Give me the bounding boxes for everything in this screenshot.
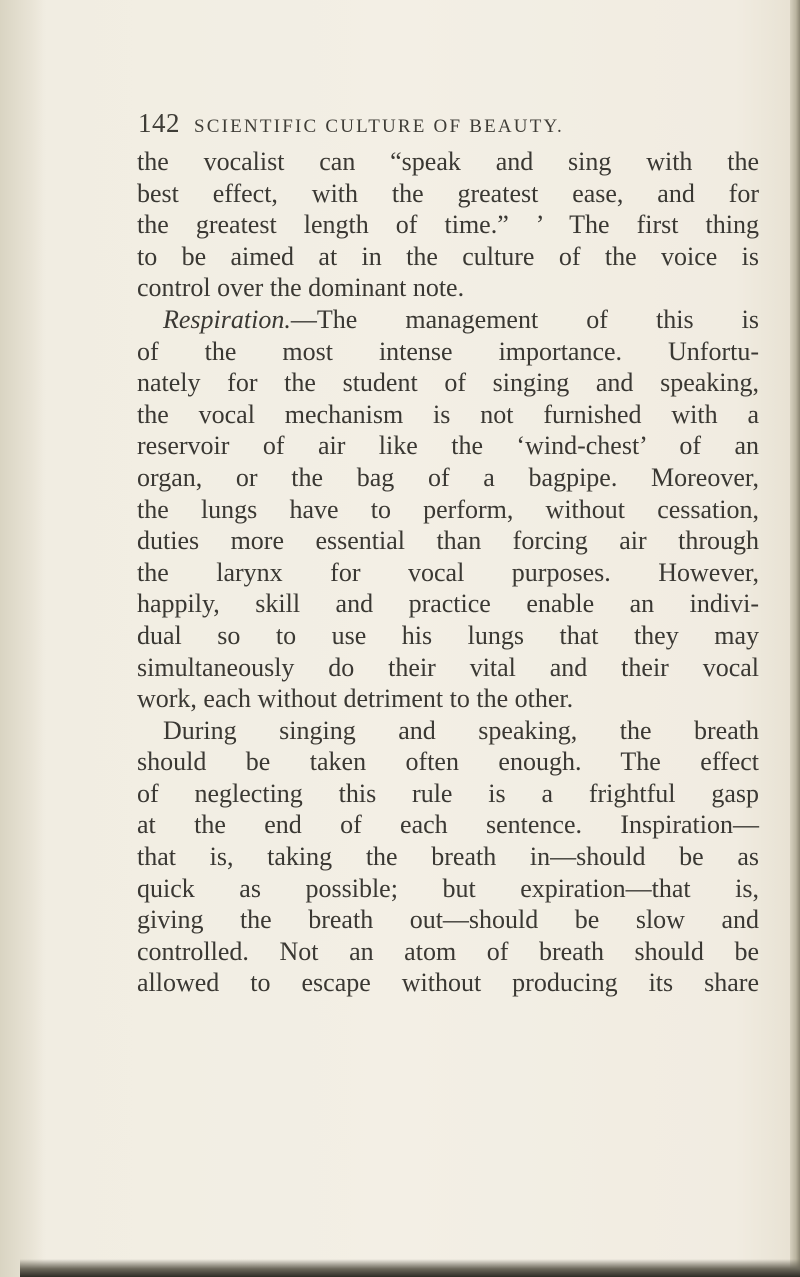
- text-line: quick as possible; but expiration—that is,: [137, 873, 759, 903]
- text-line: of neglecting this rule is a frightful gasp: [137, 778, 759, 808]
- text-line: nately for the student of singing and speaking,: [137, 368, 759, 398]
- text-line: organ, or the bag of a bagpipe. Moreover,: [137, 462, 759, 492]
- text-line: simultaneously do their vital and their vocal: [137, 652, 759, 682]
- text-line: happily, skill and practice enable an indivi-: [137, 589, 759, 619]
- text-line: best effect, with the greatest ease, and for: [137, 178, 759, 208]
- page-gutter-shadow: [0, 0, 44, 1277]
- text-line: allowed to escape without producing its share: [137, 968, 759, 998]
- page-number: 142: [138, 108, 180, 138]
- page-right-edge: [790, 0, 800, 1277]
- text-line: should be taken often enough. The effect: [137, 747, 759, 777]
- section-heading: Respiration.: [163, 304, 291, 334]
- text-line: During singing and speaking, the breath: [163, 715, 759, 745]
- text-line-continuation: —The management of this is: [290, 304, 759, 334]
- page-header: [138, 108, 564, 139]
- text-line: the larynx for vocal purposes. However,: [137, 557, 759, 587]
- text-line: at the end of each sentence. Inspiration—: [137, 810, 759, 840]
- text-line: of the most intense importance. Unfortu-: [137, 336, 759, 366]
- text-line: that is, taking the breath in—should be as: [137, 842, 759, 872]
- text-line: the lungs have to perform, without cessation,: [137, 494, 759, 524]
- text-line: controlled. Not an atom of breath should be: [137, 936, 759, 966]
- text-line: dual so to use his lungs that they may: [137, 620, 759, 650]
- page-bottom-edge: [20, 1259, 800, 1277]
- text-line: reservoir of air like the ‘wind-chest’ of an: [137, 431, 759, 461]
- running-title: SCIENTIFIC CULTURE OF BEAUTY.: [194, 116, 564, 137]
- text-line: giving the breath out—should be slow and: [137, 905, 759, 935]
- text-line: to be aimed at in the culture of the voice is: [137, 241, 759, 271]
- body-text: [137, 146, 759, 999]
- text-line: the vocal mechanism is not furnished with a: [137, 399, 759, 429]
- text-line: the greatest length of time.” ’ The first thing: [137, 210, 759, 240]
- text-line: control over the dominant note.: [137, 273, 465, 303]
- text-line: duties more essential than forcing air through: [137, 526, 759, 556]
- text-line: work, each without detriment to the other.: [137, 684, 574, 714]
- text-line-section-start: [137, 304, 759, 336]
- text-line: the vocalist can “speak and sing with the: [137, 147, 759, 176]
